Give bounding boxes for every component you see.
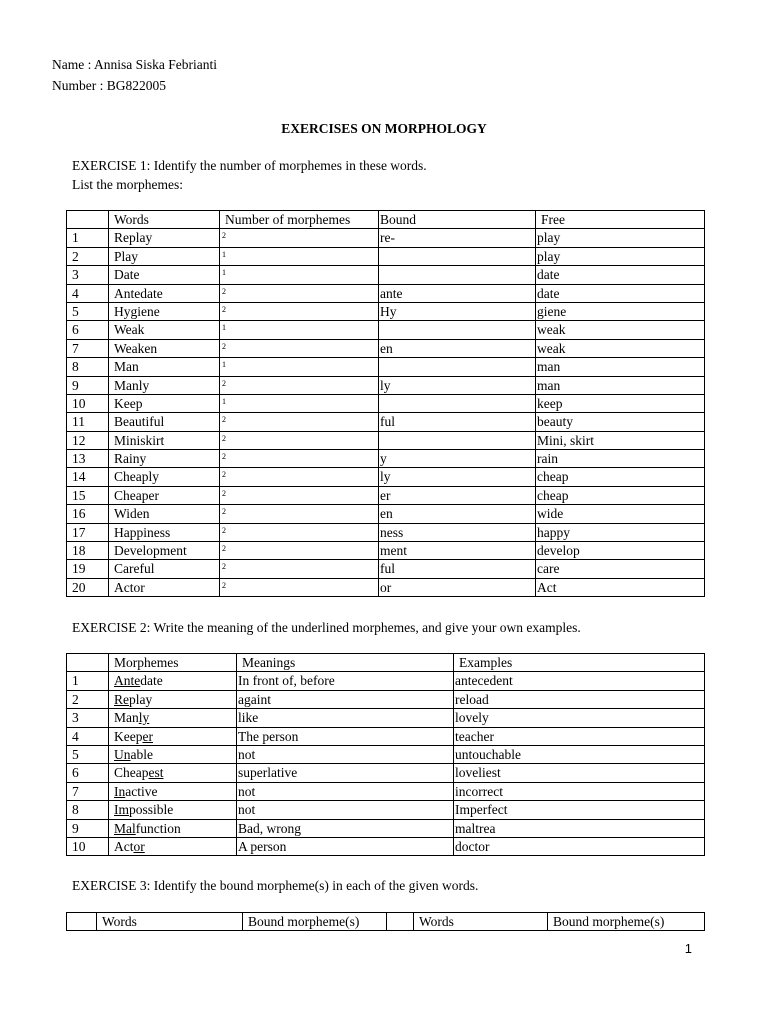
row-number: 17 bbox=[67, 523, 109, 541]
morpheme-cell bbox=[109, 782, 237, 800]
bound-cell bbox=[379, 321, 536, 339]
morpheme-text: able bbox=[130, 746, 153, 762]
underlined-morpheme: er bbox=[142, 728, 153, 744]
free-cell: date bbox=[536, 266, 705, 284]
table-row bbox=[67, 578, 705, 596]
morpheme-count-cell: 2 bbox=[220, 560, 379, 578]
table-row bbox=[67, 782, 705, 800]
example-cell: reload bbox=[454, 690, 705, 708]
example-cell: Imperfect bbox=[454, 801, 705, 819]
table-row bbox=[67, 376, 705, 394]
table-row bbox=[67, 764, 705, 782]
header-words: Words bbox=[109, 211, 220, 229]
underlined-morpheme: Re bbox=[114, 691, 129, 707]
word-cell: Replay bbox=[109, 229, 220, 247]
table-row bbox=[67, 709, 705, 727]
header-number-of-morphemes: Number of morphemes bbox=[220, 211, 379, 229]
meaning-cell: The person bbox=[237, 727, 454, 745]
underlined-morpheme: est bbox=[148, 765, 164, 781]
row-number: 5 bbox=[67, 302, 109, 320]
header-bound-morphemes: Bound morpheme(s) bbox=[243, 913, 387, 931]
morpheme-count-cell: 2 bbox=[220, 468, 379, 486]
morpheme-text: play bbox=[129, 691, 153, 707]
morpheme-count-cell: 2 bbox=[220, 486, 379, 504]
bound-cell: en bbox=[379, 339, 536, 357]
free-cell: happy bbox=[536, 523, 705, 541]
table-row bbox=[67, 505, 705, 523]
student-name: Name : Annisa Siska Febrianti bbox=[52, 57, 217, 72]
table-row bbox=[67, 284, 705, 302]
morpheme-cell bbox=[109, 745, 237, 763]
morpheme-text: date bbox=[140, 673, 163, 689]
underlined-morpheme: In bbox=[114, 783, 126, 799]
row-number: 11 bbox=[67, 413, 109, 431]
morpheme-cell bbox=[109, 709, 237, 727]
row-number: 7 bbox=[67, 339, 109, 357]
table-row bbox=[67, 523, 705, 541]
free-cell: play bbox=[536, 247, 705, 265]
page-number: 1 bbox=[684, 941, 692, 956]
row-number: 3 bbox=[67, 709, 109, 727]
meaning-cell: not bbox=[237, 782, 454, 800]
row-number: 14 bbox=[67, 468, 109, 486]
example-cell: loveliest bbox=[454, 764, 705, 782]
example-cell: antecedent bbox=[454, 672, 705, 690]
word-cell: Actor bbox=[109, 578, 220, 596]
table-row bbox=[67, 394, 705, 412]
example-cell: teacher bbox=[454, 727, 705, 745]
morpheme-cell bbox=[109, 727, 237, 745]
table-row bbox=[67, 486, 705, 504]
row-number: 20 bbox=[67, 578, 109, 596]
morpheme-text: Man bbox=[114, 710, 139, 726]
morpheme-text: function bbox=[135, 820, 181, 836]
exercise3-table bbox=[66, 912, 705, 931]
free-cell: man bbox=[536, 358, 705, 376]
row-number: 13 bbox=[67, 450, 109, 468]
bound-cell: or bbox=[379, 578, 536, 596]
morpheme-count-cell: 1 bbox=[220, 247, 379, 265]
word-cell: Careful bbox=[109, 560, 220, 578]
underlined-morpheme: Un bbox=[114, 746, 131, 762]
bound-cell: y bbox=[379, 450, 536, 468]
free-cell: giene bbox=[536, 302, 705, 320]
bound-cell bbox=[379, 247, 536, 265]
row-number: 15 bbox=[67, 486, 109, 504]
morpheme-count-cell: 2 bbox=[220, 523, 379, 541]
meaning-cell: Bad, wrong bbox=[237, 819, 454, 837]
bound-cell bbox=[379, 431, 536, 449]
morpheme-text: Keep bbox=[114, 728, 143, 744]
table-row bbox=[67, 819, 705, 837]
morpheme-count-cell: 2 bbox=[220, 450, 379, 468]
free-cell: play bbox=[536, 229, 705, 247]
free-cell: cheap bbox=[536, 468, 705, 486]
morpheme-count-cell: 2 bbox=[220, 431, 379, 449]
word-cell: Antedate bbox=[109, 284, 220, 302]
word-cell: Keep bbox=[109, 394, 220, 412]
row-number: 12 bbox=[67, 431, 109, 449]
morpheme-count-cell: 2 bbox=[220, 284, 379, 302]
bound-cell bbox=[379, 358, 536, 376]
row-number: 9 bbox=[67, 376, 109, 394]
row-number: 18 bbox=[67, 542, 109, 560]
table-row bbox=[67, 727, 705, 745]
table-row bbox=[67, 837, 705, 855]
word-cell: Manly bbox=[109, 376, 220, 394]
bound-cell: ful bbox=[379, 560, 536, 578]
free-cell: beauty bbox=[536, 413, 705, 431]
table-header-row bbox=[67, 211, 705, 229]
morpheme-cell bbox=[109, 801, 237, 819]
word-cell: Play bbox=[109, 247, 220, 265]
row-number: 6 bbox=[67, 321, 109, 339]
word-cell: Cheaper bbox=[109, 486, 220, 504]
table-row bbox=[67, 302, 705, 320]
meaning-cell: not bbox=[237, 801, 454, 819]
word-cell: Weak bbox=[109, 321, 220, 339]
morpheme-text: possible bbox=[129, 802, 174, 818]
underlined-morpheme: or bbox=[133, 838, 145, 854]
row-number: 16 bbox=[67, 505, 109, 523]
row-number: 1 bbox=[67, 672, 109, 690]
exercise1-instruction: EXERCISE 1: Identify the number of morphemes in these words. bbox=[72, 158, 427, 173]
free-cell: weak bbox=[536, 321, 705, 339]
row-number: 8 bbox=[67, 358, 109, 376]
free-cell: Mini, skirt bbox=[536, 431, 705, 449]
underlined-morpheme: Im bbox=[114, 802, 129, 818]
exercise1-table bbox=[66, 210, 705, 597]
meaning-cell: superlative bbox=[237, 764, 454, 782]
row-number: 10 bbox=[67, 837, 109, 855]
morpheme-count-cell: 1 bbox=[220, 394, 379, 412]
exercise3-instruction: EXERCISE 3: Identify the bound morpheme(s) in each of the given words. bbox=[72, 878, 479, 893]
bound-cell: en bbox=[379, 505, 536, 523]
table-row bbox=[67, 247, 705, 265]
word-cell: Cheaply bbox=[109, 468, 220, 486]
example-cell: lovely bbox=[454, 709, 705, 727]
table-row bbox=[67, 468, 705, 486]
morpheme-cell bbox=[109, 837, 237, 855]
underlined-morpheme: ly bbox=[138, 710, 150, 726]
header-index bbox=[67, 211, 109, 229]
header-bound-morphemes-2: Bound morpheme(s) bbox=[548, 913, 705, 931]
header-bound: Bound bbox=[379, 211, 536, 229]
free-cell: keep bbox=[536, 394, 705, 412]
bound-cell: ness bbox=[379, 523, 536, 541]
exercise2-table bbox=[66, 653, 705, 856]
table-row bbox=[67, 745, 705, 763]
morpheme-text: Act bbox=[114, 838, 134, 854]
student-number: Number : BG822005 bbox=[52, 78, 166, 93]
bound-cell: Hy bbox=[379, 302, 536, 320]
meaning-cell: againt bbox=[237, 690, 454, 708]
row-number: 6 bbox=[67, 764, 109, 782]
free-cell: date bbox=[536, 284, 705, 302]
row-number: 4 bbox=[67, 727, 109, 745]
meaning-cell: like bbox=[237, 709, 454, 727]
free-cell: man bbox=[536, 376, 705, 394]
header-words: Words bbox=[97, 913, 243, 931]
exercise1-instruction-2: List the morphemes: bbox=[72, 177, 183, 192]
row-number: 2 bbox=[67, 247, 109, 265]
morpheme-cell bbox=[109, 764, 237, 782]
table-header-row bbox=[67, 654, 705, 672]
table-row bbox=[67, 413, 705, 431]
row-number: 2 bbox=[67, 690, 109, 708]
word-cell: Development bbox=[109, 542, 220, 560]
table-row bbox=[67, 690, 705, 708]
free-cell: Act bbox=[536, 578, 705, 596]
header-words-2: Words bbox=[414, 913, 548, 931]
table-row bbox=[67, 672, 705, 690]
word-cell: Widen bbox=[109, 505, 220, 523]
meaning-cell: In front of, before bbox=[237, 672, 454, 690]
header-free: Free bbox=[536, 211, 705, 229]
meaning-cell: not bbox=[237, 745, 454, 763]
row-number: 1 bbox=[67, 229, 109, 247]
word-cell: Happiness bbox=[109, 523, 220, 541]
free-cell: care bbox=[536, 560, 705, 578]
header-morphemes: Morphemes bbox=[109, 654, 237, 672]
bound-cell: er bbox=[379, 486, 536, 504]
table-row bbox=[67, 560, 705, 578]
bound-cell: ly bbox=[379, 468, 536, 486]
free-cell: weak bbox=[536, 339, 705, 357]
morpheme-count-cell: 1 bbox=[220, 321, 379, 339]
table-row bbox=[67, 801, 705, 819]
free-cell: cheap bbox=[536, 486, 705, 504]
morpheme-count-cell: 2 bbox=[220, 413, 379, 431]
table-row bbox=[67, 266, 705, 284]
word-cell: Rainy bbox=[109, 450, 220, 468]
row-number: 5 bbox=[67, 745, 109, 763]
table-row bbox=[67, 358, 705, 376]
page-title: EXERCISES ON MORPHOLOGY bbox=[281, 121, 487, 136]
header-index-2 bbox=[387, 913, 414, 931]
example-cell: maltrea bbox=[454, 819, 705, 837]
row-number: 4 bbox=[67, 284, 109, 302]
header-index bbox=[67, 654, 109, 672]
morpheme-count-cell: 2 bbox=[220, 578, 379, 596]
word-cell: Beautiful bbox=[109, 413, 220, 431]
bound-cell: ly bbox=[379, 376, 536, 394]
table-row bbox=[67, 431, 705, 449]
bound-cell bbox=[379, 394, 536, 412]
morpheme-count-cell: 1 bbox=[220, 358, 379, 376]
header-index bbox=[67, 913, 97, 931]
underlined-morpheme: Mal bbox=[114, 820, 136, 836]
morpheme-cell bbox=[109, 690, 237, 708]
row-number: 9 bbox=[67, 819, 109, 837]
morpheme-count-cell: 2 bbox=[220, 505, 379, 523]
morpheme-cell bbox=[109, 672, 237, 690]
free-cell: rain bbox=[536, 450, 705, 468]
word-cell: Date bbox=[109, 266, 220, 284]
table-row bbox=[67, 321, 705, 339]
morpheme-count-cell: 1 bbox=[220, 266, 379, 284]
table-header-row bbox=[67, 913, 705, 931]
row-number: 8 bbox=[67, 801, 109, 819]
example-cell: untouchable bbox=[454, 745, 705, 763]
morpheme-count-cell: 2 bbox=[220, 376, 379, 394]
free-cell: wide bbox=[536, 505, 705, 523]
table-row bbox=[67, 229, 705, 247]
bound-cell: ante bbox=[379, 284, 536, 302]
morpheme-text: active bbox=[125, 783, 158, 799]
word-cell: Man bbox=[109, 358, 220, 376]
bound-cell: ment bbox=[379, 542, 536, 560]
word-cell: Hygiene bbox=[109, 302, 220, 320]
table-row bbox=[67, 450, 705, 468]
word-cell: Weaken bbox=[109, 339, 220, 357]
row-number: 7 bbox=[67, 782, 109, 800]
header-examples: Examples bbox=[454, 654, 705, 672]
header-meanings: Meanings bbox=[237, 654, 454, 672]
bound-cell: re- bbox=[379, 229, 536, 247]
underlined-morpheme: Ante bbox=[114, 673, 141, 689]
morpheme-count-cell: 2 bbox=[220, 229, 379, 247]
free-cell: develop bbox=[536, 542, 705, 560]
exercise2-instruction: EXERCISE 2: Write the meaning of the underlined morphemes, and give your own examples. bbox=[72, 620, 581, 635]
bound-cell: ful bbox=[379, 413, 536, 431]
row-number: 19 bbox=[67, 560, 109, 578]
row-number: 3 bbox=[67, 266, 109, 284]
example-cell: incorrect bbox=[454, 782, 705, 800]
morpheme-count-cell: 2 bbox=[220, 302, 379, 320]
morpheme-text: Cheap bbox=[114, 765, 149, 781]
meaning-cell: A person bbox=[237, 837, 454, 855]
bound-cell bbox=[379, 266, 536, 284]
example-cell: doctor bbox=[454, 837, 705, 855]
table-row bbox=[67, 339, 705, 357]
word-cell: Miniskirt bbox=[109, 431, 220, 449]
morpheme-count-cell: 2 bbox=[220, 339, 379, 357]
table-row bbox=[67, 542, 705, 560]
row-number: 10 bbox=[67, 394, 109, 412]
morpheme-cell bbox=[109, 819, 237, 837]
morpheme-count-cell: 2 bbox=[220, 542, 379, 560]
